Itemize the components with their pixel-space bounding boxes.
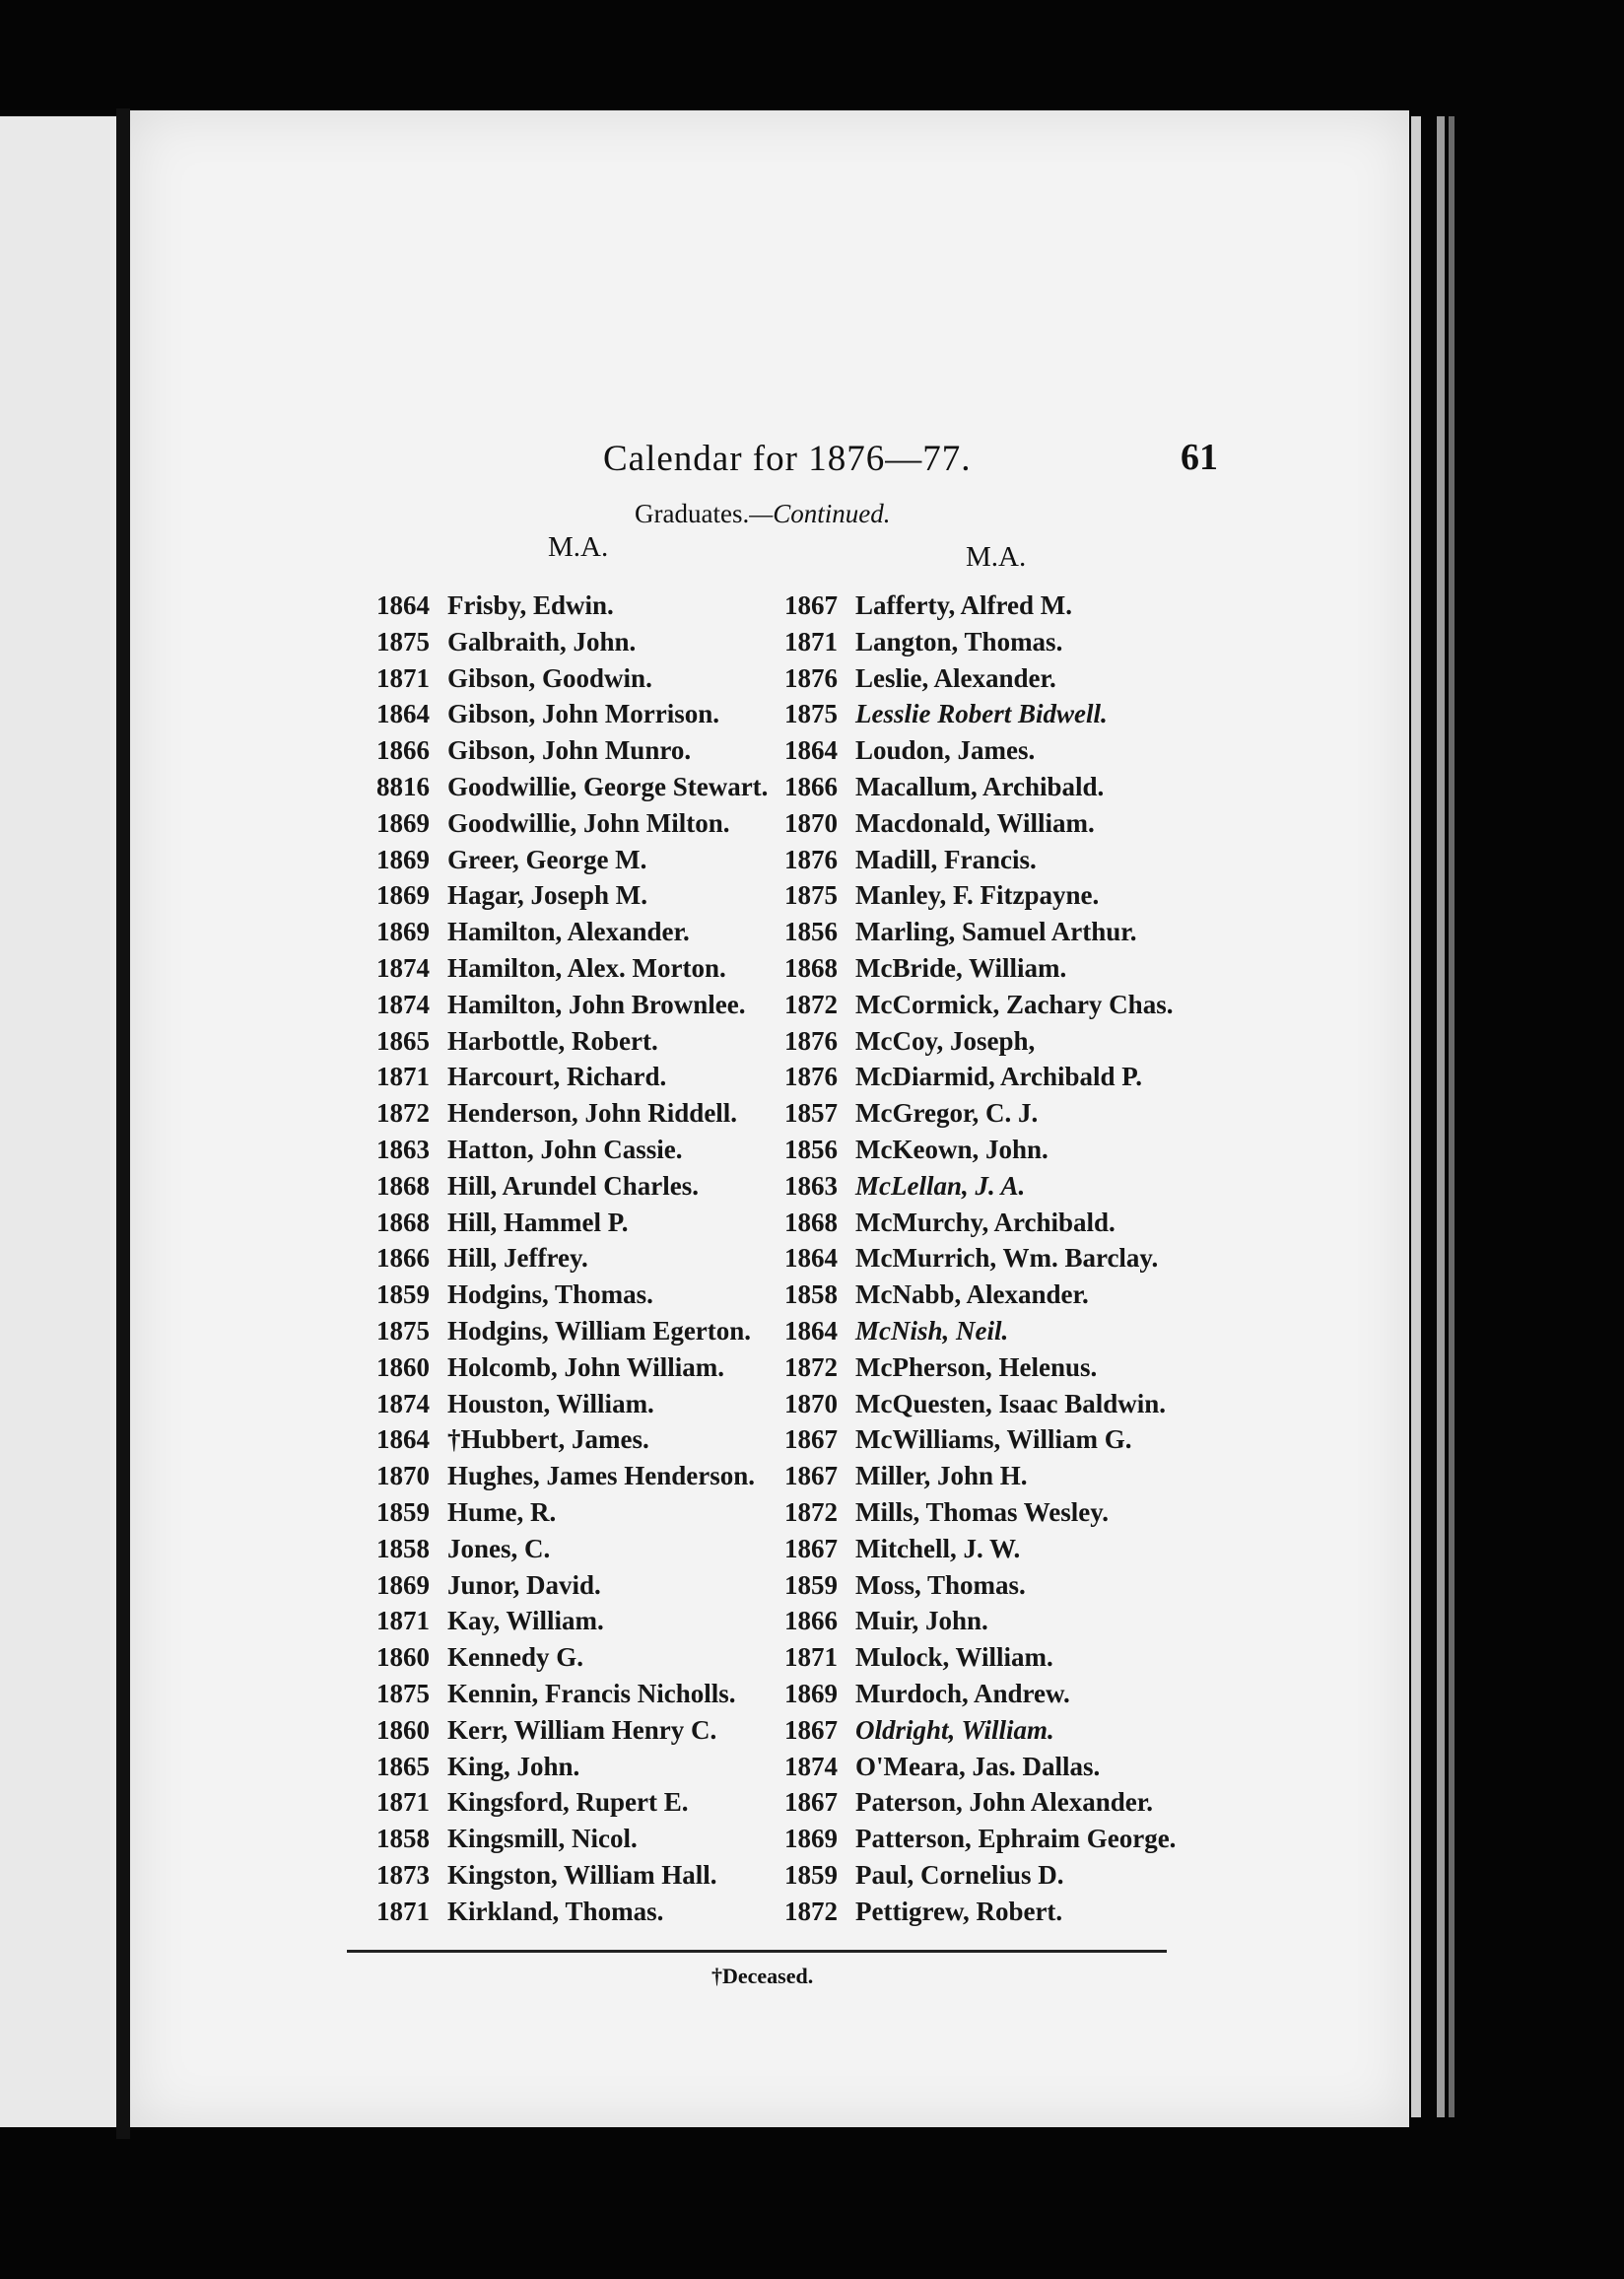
graduate-name: Kingsford, Rupert E. — [447, 1787, 689, 1818]
graduate-name: Greer, George M. — [447, 844, 647, 874]
list-item — [753, 1458, 1305, 1494]
graduate-name: †Hubbert, James. — [447, 1424, 649, 1455]
graduation-year: 1867 — [784, 1424, 838, 1455]
graduation-year: 1876 — [784, 844, 838, 874]
list-item — [753, 1821, 1305, 1857]
graduate-name: Marling, Samuel Arthur. — [855, 917, 1137, 947]
graduation-year: 1875 — [376, 626, 430, 656]
graduation-year: 1870 — [784, 807, 838, 838]
graduation-year: 1864 — [784, 1315, 838, 1346]
graduation-year: 1876 — [784, 662, 838, 693]
graduate-name: Frisby, Edwin. — [447, 590, 614, 620]
graduate-name: Hamilton, Alexander. — [447, 917, 690, 947]
list-item — [753, 1240, 1305, 1277]
graduate-name: Hamilton, John Brownlee. — [447, 989, 746, 1019]
graduation-year: 1870 — [784, 1388, 838, 1418]
graduate-name: McPherson, Helenus. — [855, 1351, 1098, 1382]
graduation-year: 1865 — [376, 1751, 430, 1781]
list-item — [753, 1639, 1305, 1676]
list-item — [753, 914, 1305, 950]
graduate-name: Harcourt, Richard. — [447, 1062, 667, 1092]
left-column-heading: M.A. — [548, 531, 609, 563]
list-item — [753, 1712, 1305, 1749]
list-item — [753, 805, 1305, 842]
graduation-year: 1873 — [376, 1859, 430, 1890]
page-stack-edge — [1449, 116, 1455, 2117]
graduation-year: 1875 — [784, 699, 838, 729]
graduation-year: 1866 — [376, 1243, 430, 1274]
graduate-name: McKeown, John. — [855, 1134, 1049, 1164]
list-item — [753, 587, 1305, 624]
page-stack-edge — [1411, 116, 1421, 2117]
running-title: Calendar for 1876—77. — [603, 439, 972, 479]
graduation-year: 1863 — [376, 1134, 430, 1164]
graduate-name: Macallum, Archibald. — [855, 771, 1105, 801]
graduation-year: 1871 — [784, 1642, 838, 1673]
graduate-name: Hill, Jeffrey. — [447, 1243, 588, 1274]
graduate-name: Lesslie Robert Bidwell. — [855, 699, 1108, 729]
graduate-name: Paterson, John Alexander. — [855, 1787, 1154, 1818]
graduate-name: Henderson, John Riddell. — [447, 1098, 738, 1129]
graduation-year: 1874 — [784, 1751, 838, 1781]
graduate-name: Hodgins, Thomas. — [447, 1279, 653, 1310]
graduate-name: Madill, Francis. — [855, 844, 1037, 874]
list-item — [753, 1349, 1305, 1386]
list-item — [753, 732, 1305, 769]
right-graduates-column — [753, 587, 1305, 1929]
list-item — [753, 950, 1305, 987]
graduate-name: Hume, R. — [447, 1496, 557, 1527]
list-item — [753, 1095, 1305, 1132]
graduate-name: Mitchell, J. W. — [855, 1533, 1021, 1563]
graduate-name: McQuesten, Isaac Baldwin. — [855, 1388, 1167, 1418]
graduate-name: McLellan, J. A. — [855, 1170, 1026, 1201]
graduate-name: Moss, Thomas. — [855, 1569, 1026, 1600]
graduate-name: Harbottle, Robert. — [447, 1025, 658, 1056]
graduate-name: Muir, John. — [855, 1606, 988, 1636]
list-item — [753, 1784, 1305, 1821]
graduation-year: 1859 — [376, 1279, 430, 1310]
graduate-name: McMurchy, Archibald. — [855, 1207, 1116, 1237]
graduation-year: 1876 — [784, 1062, 838, 1092]
graduation-year: 1874 — [376, 952, 430, 983]
graduation-year: 1867 — [784, 1787, 838, 1818]
graduate-name: Miller, John H. — [855, 1461, 1028, 1491]
list-item — [753, 1894, 1305, 1930]
graduation-year: 1859 — [784, 1859, 838, 1890]
graduation-year: 1874 — [376, 989, 430, 1019]
list-item — [753, 1205, 1305, 1241]
graduation-year: 1866 — [784, 771, 838, 801]
list-item — [753, 1749, 1305, 1785]
graduation-year: 1871 — [376, 662, 430, 693]
list-item — [753, 1023, 1305, 1060]
right-column-heading: M.A. — [966, 541, 1027, 573]
graduate-name: McCoy, Joseph, — [855, 1025, 1036, 1056]
graduation-year: 1867 — [784, 1533, 838, 1563]
graduation-year: 1869 — [376, 880, 430, 911]
graduate-name: Houston, William. — [447, 1388, 654, 1418]
list-item — [753, 1676, 1305, 1712]
graduation-year: 1875 — [784, 880, 838, 911]
graduate-name: Galbraith, John. — [447, 626, 637, 656]
graduate-name: Goodwillie, John Milton. — [447, 807, 730, 838]
graduation-year: 1864 — [784, 735, 838, 766]
list-item — [753, 1603, 1305, 1639]
graduate-name: Hatton, John Cassie. — [447, 1134, 683, 1164]
graduate-name: Hamilton, Alex. Morton. — [447, 952, 726, 983]
graduation-year: 1864 — [784, 1243, 838, 1274]
graduation-year: 1875 — [376, 1315, 430, 1346]
graduation-year: 1871 — [376, 1787, 430, 1818]
graduation-year: 1858 — [376, 1824, 430, 1854]
graduate-name: Kennedy G. — [447, 1642, 584, 1673]
graduate-name: Loudon, James. — [855, 735, 1036, 766]
footnote-rule — [347, 1950, 1167, 1953]
graduate-name: Hill, Arundel Charles. — [447, 1170, 700, 1201]
list-item — [753, 1494, 1305, 1531]
graduation-year: 1864 — [376, 1424, 430, 1455]
section-heading-continued: —Continued. — [749, 499, 891, 528]
graduate-name: McWilliams, William G. — [855, 1424, 1132, 1455]
graduation-year: 1876 — [784, 1025, 838, 1056]
list-item — [753, 1567, 1305, 1604]
list-item — [753, 1313, 1305, 1349]
graduate-name: Patterson, Ephraim George. — [855, 1824, 1177, 1854]
graduation-year: 1856 — [784, 1134, 838, 1164]
graduation-year: 1868 — [376, 1207, 430, 1237]
page-stack-edge — [1437, 116, 1445, 2117]
graduation-year: 1868 — [376, 1170, 430, 1201]
list-item — [753, 1277, 1305, 1313]
graduation-year: 1871 — [376, 1606, 430, 1636]
graduate-name: Pettigrew, Robert. — [855, 1896, 1063, 1926]
list-item — [753, 1059, 1305, 1095]
graduate-name: Kay, William. — [447, 1606, 604, 1636]
graduate-name: Mills, Thomas Wesley. — [855, 1496, 1110, 1527]
graduation-year: 1872 — [784, 1496, 838, 1527]
graduation-year: 1858 — [784, 1279, 838, 1310]
graduate-name: Kirkland, Thomas. — [447, 1896, 664, 1926]
graduation-year: 1872 — [784, 1351, 838, 1382]
graduate-name: Hill, Hammel P. — [447, 1207, 629, 1237]
graduate-name: McNabb, Alexander. — [855, 1279, 1089, 1310]
graduate-name: King, John. — [447, 1751, 580, 1781]
graduate-name: McMurrich, Wm. Barclay. — [855, 1243, 1159, 1274]
graduate-name: McDiarmid, Archibald P. — [855, 1062, 1143, 1092]
footnote: †Deceased. — [711, 1964, 814, 1988]
graduation-year: 1863 — [784, 1170, 838, 1201]
graduate-name: Gibson, John Munro. — [447, 735, 692, 766]
graduation-year: 1859 — [784, 1569, 838, 1600]
graduate-name: Hagar, Joseph M. — [447, 880, 648, 911]
graduation-year: 1872 — [784, 1896, 838, 1926]
graduate-name: Manley, F. Fitzpayne. — [855, 880, 1100, 911]
graduate-name: Kennin, Francis Nicholls. — [447, 1678, 736, 1708]
section-heading-title: Graduates. — [635, 499, 750, 528]
graduation-year: 1869 — [376, 844, 430, 874]
graduation-year: 1870 — [376, 1461, 430, 1491]
graduation-year: 1869 — [376, 917, 430, 947]
graduate-name: Murdoch, Andrew. — [855, 1678, 1070, 1708]
list-item — [753, 1421, 1305, 1458]
graduate-name: Paul, Cornelius D. — [855, 1859, 1064, 1890]
graduation-year: 1858 — [376, 1533, 430, 1563]
graduation-year: 1866 — [784, 1606, 838, 1636]
graduate-name: McGregor, C. J. — [855, 1098, 1039, 1129]
list-item — [753, 660, 1305, 697]
graduate-name: Langton, Thomas. — [855, 626, 1063, 656]
graduation-year: 1860 — [376, 1351, 430, 1382]
list-item — [753, 842, 1305, 878]
graduation-year: 1864 — [376, 699, 430, 729]
graduation-year: 1871 — [376, 1896, 430, 1926]
graduate-name: Holcomb, John William. — [447, 1351, 725, 1382]
list-item — [753, 1531, 1305, 1567]
book-gutter — [116, 108, 130, 2139]
graduation-year: 1867 — [784, 590, 838, 620]
book-page — [130, 110, 1409, 2127]
graduation-year: 1872 — [784, 989, 838, 1019]
graduation-year: 1872 — [376, 1098, 430, 1129]
graduation-year: 1871 — [376, 1062, 430, 1092]
graduation-year: 1868 — [784, 1207, 838, 1237]
graduate-name: Leslie, Alexander. — [855, 662, 1056, 693]
graduation-year: 1856 — [784, 917, 838, 947]
graduation-year: 1857 — [784, 1098, 838, 1129]
graduate-name: Oldright, William. — [855, 1714, 1054, 1745]
list-item — [753, 1168, 1305, 1205]
graduate-name: Kingsmill, Nicol. — [447, 1824, 638, 1854]
list-item — [753, 987, 1305, 1023]
graduate-name: McNish, Neil. — [855, 1315, 1009, 1346]
graduation-year: 1867 — [784, 1461, 838, 1491]
graduate-name: Goodwillie, George Stewart. — [447, 771, 769, 801]
list-item — [753, 1132, 1305, 1168]
graduate-name: Gibson, Goodwin. — [447, 662, 652, 693]
graduate-name: Junor, David. — [447, 1569, 601, 1600]
list-item — [753, 877, 1305, 914]
graduate-name: Lafferty, Alfred M. — [855, 590, 1072, 620]
graduation-year: 1860 — [376, 1714, 430, 1745]
graduate-name: McCormick, Zachary Chas. — [855, 989, 1174, 1019]
list-item — [753, 1857, 1305, 1894]
list-item — [753, 624, 1305, 660]
graduation-year: 1869 — [376, 1569, 430, 1600]
graduation-year: 8816 — [376, 771, 430, 801]
page-number: 61 — [1181, 437, 1218, 478]
graduate-name: Mulock, William. — [855, 1642, 1053, 1673]
graduation-year: 1869 — [784, 1678, 838, 1708]
graduate-name: Jones, C. — [447, 1533, 551, 1563]
list-item — [753, 1386, 1305, 1422]
graduation-year: 1859 — [376, 1496, 430, 1527]
graduation-year: 1869 — [784, 1824, 838, 1854]
graduate-name: Kingston, William Hall. — [447, 1859, 717, 1890]
graduate-name: Hodgins, William Egerton. — [447, 1315, 752, 1346]
graduation-year: 1869 — [376, 807, 430, 838]
section-heading — [635, 499, 890, 529]
graduation-year: 1868 — [784, 952, 838, 983]
list-item — [753, 696, 1305, 732]
graduation-year: 1874 — [376, 1388, 430, 1418]
graduate-name: O'Meara, Jas. Dallas. — [855, 1751, 1101, 1781]
facing-page-edge — [0, 116, 116, 2127]
graduate-name: Kerr, William Henry C. — [447, 1714, 717, 1745]
graduation-year: 1875 — [376, 1678, 430, 1708]
graduation-year: 1867 — [784, 1714, 838, 1745]
graduation-year: 1860 — [376, 1642, 430, 1673]
graduation-year: 1864 — [376, 590, 430, 620]
graduate-name: Macdonald, William. — [855, 807, 1095, 838]
list-item — [753, 769, 1305, 805]
graduation-year: 1865 — [376, 1025, 430, 1056]
graduate-name: McBride, William. — [855, 952, 1067, 983]
graduation-year: 1871 — [784, 626, 838, 656]
graduation-year: 1866 — [376, 735, 430, 766]
graduate-name: Gibson, John Morrison. — [447, 699, 720, 729]
graduate-name: Hughes, James Henderson. — [447, 1461, 756, 1491]
